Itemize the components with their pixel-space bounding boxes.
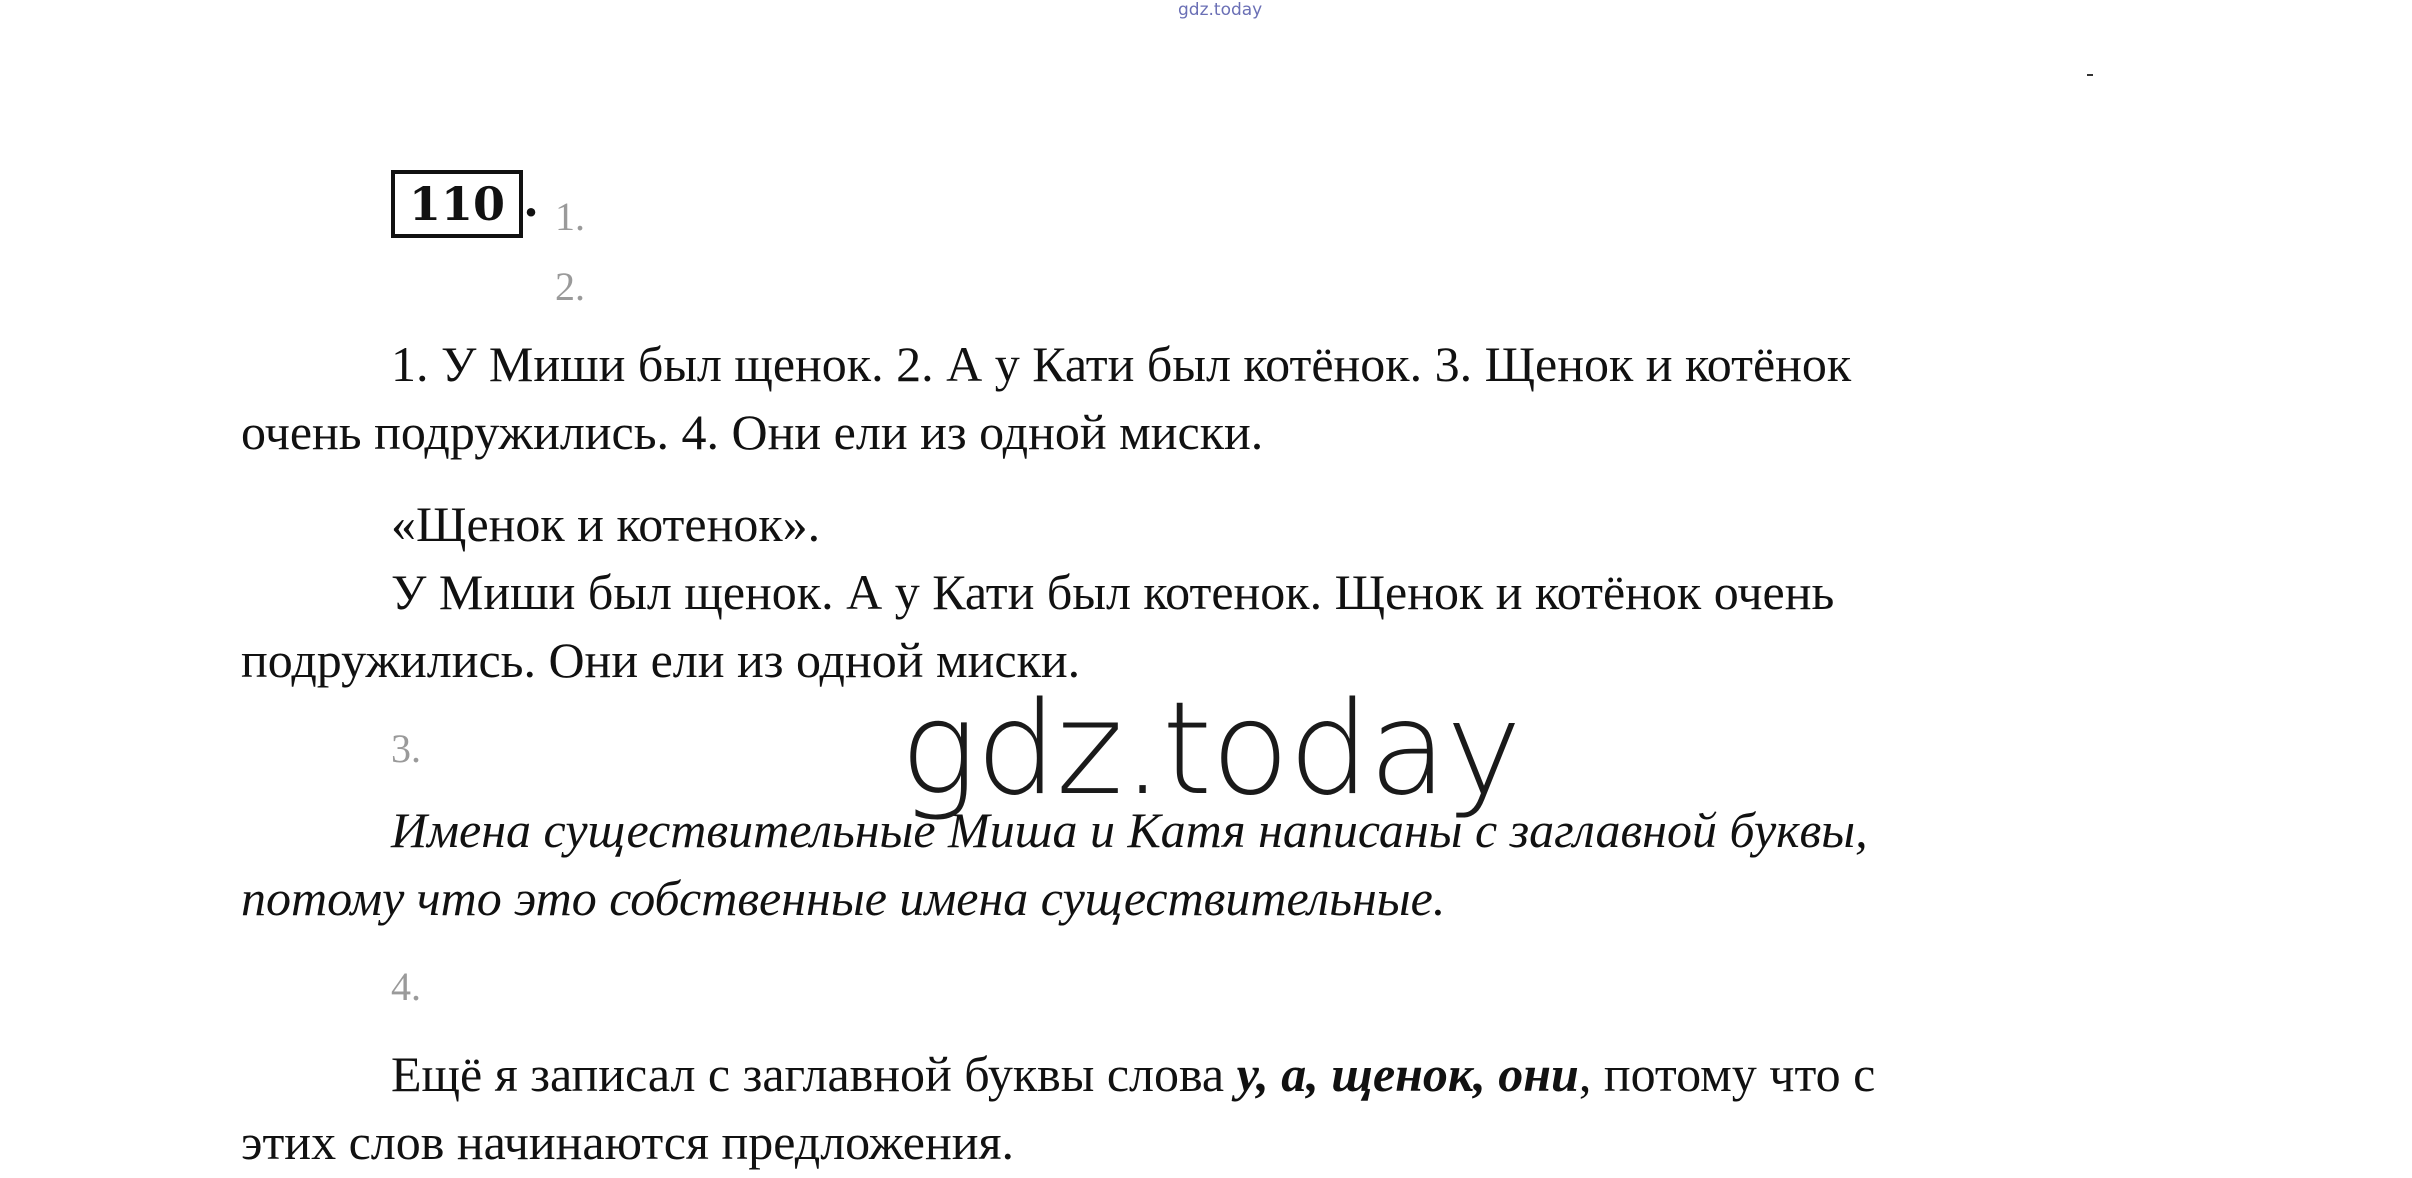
story-title: «Щенок и котенок». (391, 496, 821, 552)
subtask-number-1: 1. (555, 194, 585, 239)
answer-4-bold-words: у, а, щенок, они (1236, 1046, 1579, 1102)
corner-mark (2087, 74, 2093, 76)
story-text (241, 490, 2221, 694)
answer-3-line-1: Имена существительные Миша и Катя написаны с заглавной буквы, (391, 802, 1868, 858)
answer-3-line-2: потому что это собственные имена существительные. (241, 870, 1446, 926)
site-watermark-large: gdz.today (900, 675, 1521, 824)
answer-4-line-2: этих слов начинаются предложения. (241, 1114, 1014, 1170)
site-watermark-small: gdz.today (1178, 0, 1263, 20)
subtask-number-2: 2. (555, 264, 585, 309)
task-number: 110 (409, 177, 506, 231)
answer-4-line-1-end: , потому что с (1578, 1046, 1876, 1102)
subtask-number-3: 3. (391, 726, 421, 771)
answer-2-line-1: 1. У Миши был щенок. 2. А у Кати был котёнок. 3. Щенок и котёнок (391, 336, 1852, 392)
answer-2-line-2: очень подружились. 4. Они ели из одной миски. (241, 404, 1264, 460)
answer-4-line-1-start: Ещё я записал с заглавной буквы слова (391, 1046, 1237, 1102)
story-line-2: подружились. Они ели из одной миски. (241, 632, 1081, 688)
answer-4-text (241, 1040, 2221, 1176)
answer-4-line-1 (241, 1040, 2221, 1108)
subtask-number-4: 4. (391, 964, 421, 1009)
story-line-1: У Миши был щенок. А у Кати был котенок. Щенок и котёнок очень (391, 564, 1835, 620)
task-number-box (391, 170, 523, 238)
task-number-dot: . (523, 173, 540, 227)
answer-2-text (241, 330, 2221, 466)
